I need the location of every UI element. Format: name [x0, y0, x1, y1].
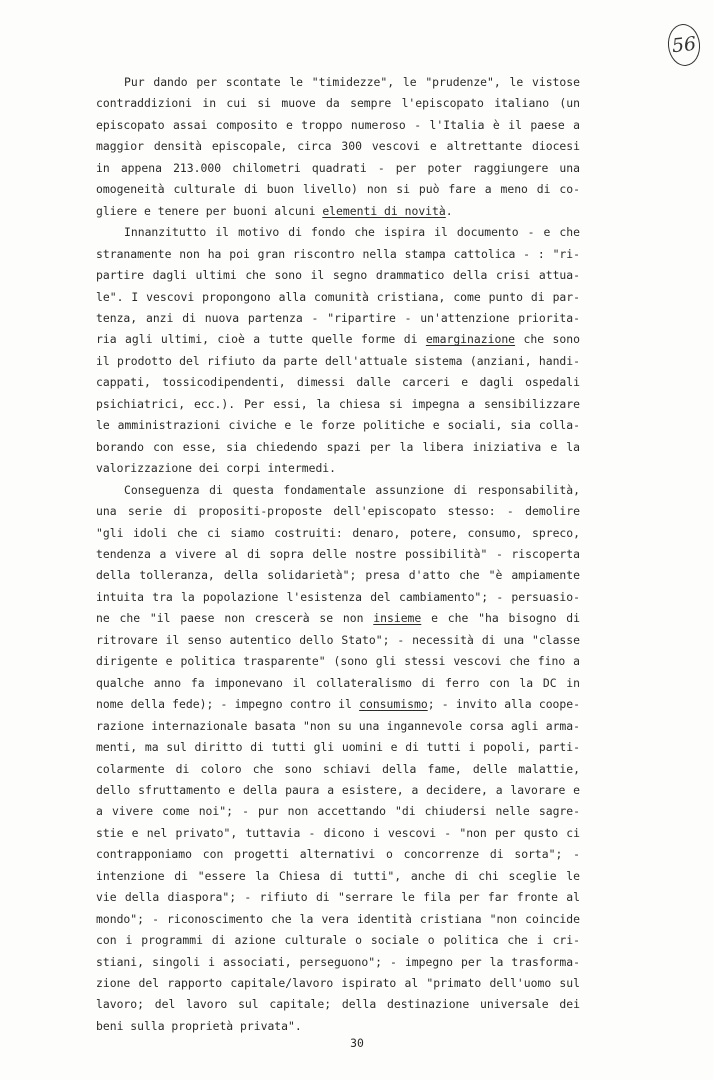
text-segment: valorizzazione dei corpi intermedi.: [96, 461, 337, 476]
text-segment: .: [445, 203, 453, 218]
text-line: [96, 909, 580, 930]
text-line: [96, 501, 580, 522]
text-segment: tendenza a vivere al di sopra delle nostre possibilità" - riscoperta: [96, 546, 580, 561]
text-line: [96, 244, 580, 265]
text-line: [96, 608, 580, 629]
text-segment: psichiatrici, ecc.). Per essi, la chiesa si impegna a sensibilizzare: [96, 396, 580, 411]
text-segment: stiani, singoli i associati, perseguono"; - impegno per la trasforma-: [96, 954, 580, 969]
text-line: [96, 544, 580, 565]
text-line: [96, 866, 580, 887]
text-segment: dello sfruttamento e della paura a esistere, a decidere, a lavorare e: [96, 782, 580, 797]
text-line: [96, 394, 580, 415]
text-segment: le amministrazioni civiche e le forze politiche e sociali, sia colla-: [96, 418, 580, 433]
text-line: [96, 201, 580, 222]
text-line: [96, 780, 580, 801]
underlined-phrase: emarginazione: [425, 332, 516, 347]
text-segment: beni sulla proprietà privata".: [96, 1018, 302, 1033]
text-line: [96, 179, 580, 200]
text-segment: maggior densità episcopale, circa 300 vescovi e altrettante diocesi: [96, 139, 580, 154]
text-line: [96, 265, 580, 286]
text-segment: gliere e tenere per buoni alcuni: [96, 203, 323, 218]
text-line: [96, 587, 580, 608]
text-line: [96, 887, 580, 908]
text-line: [96, 716, 580, 737]
text-segment: il prodotto del rifiuto da parte dell'attuale sistema (anziani, handi-: [96, 353, 580, 368]
paragraph: [96, 72, 580, 222]
text-line: [96, 694, 580, 715]
text-line: [96, 480, 580, 501]
text-line: [96, 844, 580, 865]
text-line: [96, 351, 580, 372]
text-line: [96, 523, 580, 544]
page-number: 30: [350, 1036, 364, 1050]
paragraph: [96, 480, 580, 1038]
text-segment: "gli idoli che ci siamo costruiti: denaro, potere, consumo, spreco,: [96, 525, 580, 540]
text-line: [96, 222, 580, 243]
text-line: [96, 930, 580, 951]
text-segment: contraddizioni in cui si muove da sempre l'episcopato italiano (un: [96, 96, 580, 111]
text-segment: in appena 213.000 chilometri quadrati - per poter raggiungere una: [96, 160, 580, 175]
text-segment: episcopato assai composito e troppo numeroso - l'Italia è il paese a: [96, 117, 580, 132]
text-segment: qualche anno fa imponevano il collateralismo di ferro con la DC in: [96, 675, 580, 690]
text-segment: che sono: [515, 332, 580, 347]
text-segment: borando con esse, sia chiedendo spazi per la libera iniziativa e la: [96, 439, 580, 454]
text-segment: Conseguenza di questa fondamentale assunzione di responsabilità,: [124, 482, 580, 497]
text-line: [96, 458, 580, 479]
text-line: [96, 952, 580, 973]
underlined-phrase: consumismo: [359, 697, 428, 712]
text-segment: omogeneità culturale di buon livello) non si può fare a meno di co-: [96, 182, 580, 197]
text-line: [96, 630, 580, 651]
text-segment: vie della diaspora"; - rifiuto di "serrare le fila per far fronte al: [96, 890, 580, 905]
text-line: [96, 136, 580, 157]
text-segment: stie e nel privato", tuttavia - dicono i vescovi - "non per qusto ci: [96, 825, 580, 840]
text-line: [96, 651, 580, 672]
text-segment: colarmente di coloro che sono schiavi della fame, delle malattie,: [96, 761, 580, 776]
text-line: [96, 437, 580, 458]
text-segment: della tolleranza, della solidarietà"; presa d'atto che "è ampiamente: [96, 568, 580, 583]
text-segment: una serie di propositi-proposte dell'episcopato stesso: - demolire: [96, 504, 580, 519]
text-segment: stranamente non ha poi gran riscontro nella stampa cattolica - : "ri-: [96, 246, 580, 261]
text-line: [96, 372, 580, 393]
text-segment: nome della fede); - impegno contro il: [96, 697, 360, 712]
text-segment: a vivere come noi"; - pur non accettando "di chiudersi nelle sagre-: [96, 804, 580, 819]
underlined-phrase: insieme: [373, 611, 422, 626]
text-segment: tenza, anzi di nuova partenza - "ripartire - un'attenzione priorita-: [96, 310, 580, 325]
text-line: [96, 308, 580, 329]
handwritten-page-annotation: 56: [666, 22, 702, 67]
text-line: [96, 801, 580, 822]
text-segment: Innanzitutto il motivo di fondo che ispira il documento - e che: [124, 225, 580, 240]
text-segment: ria agli ultimi, cioè a tutte quelle forme di: [96, 332, 426, 347]
text-segment: e che "ha bisogno di: [421, 611, 580, 626]
text-line: [96, 737, 580, 758]
text-segment: razione internazionale basata "non su una ingannevole corsa agli arma-: [96, 718, 580, 733]
text-segment: con i programmi di azione culturale o sociale o politica che i cri-: [96, 933, 580, 948]
text-line: [96, 565, 580, 586]
text-segment: ne che "il paese non crescerà se non: [96, 611, 374, 626]
text-line: [96, 93, 580, 114]
text-segment: ritrovare il senso autentico dello Stato"; - necessità di una "classe: [96, 632, 580, 647]
underlined-phrase: elementi di novità: [322, 203, 446, 218]
text-segment: intenzione di "essere la Chiesa di tutti", anche di chi sceglie le: [96, 868, 580, 883]
document-body: [96, 72, 580, 1037]
text-line: [96, 1016, 580, 1037]
text-segment: intuita tra la popolazione l'esistenza del cambiamento"; - persuasio-: [96, 589, 580, 604]
text-line: [96, 973, 580, 994]
text-line: [96, 759, 580, 780]
text-segment: le". I vescovi propongono alla comunità cristiana, come punto di par-: [96, 289, 580, 304]
paragraph: [96, 222, 580, 479]
text-segment: menti, ma sul diritto di tutti gli uomini e di tutti i popoli, parti-: [96, 740, 580, 755]
text-line: [96, 994, 580, 1015]
text-line: [96, 329, 580, 350]
text-line: [96, 115, 580, 136]
text-line: [96, 158, 580, 179]
text-segment: contrapponiamo con progetti alternativi o concorrenze di sorta"; -: [96, 847, 580, 862]
text-line: [96, 673, 580, 694]
text-segment: cappati, tossicodipendenti, dimessi dalle carceri e dagli ospedali: [96, 375, 580, 390]
text-segment: partire dagli ultimi che sono il segno drammatico della crisi attua-: [96, 268, 580, 283]
text-line: [96, 287, 580, 308]
text-segment: ; - invito alla coope-: [427, 697, 580, 712]
text-line: [96, 823, 580, 844]
text-segment: dirigente e politica trasparente" (sono gli stessi vescovi che fino a: [96, 654, 580, 669]
text-line: [96, 72, 580, 93]
text-segment: Pur dando per scontate le "timidezze", le "prudenze", le vistose: [124, 75, 580, 89]
text-segment: lavoro; del lavoro sul capitale; della destinazione universale dei: [96, 997, 580, 1012]
text-segment: mondo"; - riconoscimento che la vera identità cristiana "non coincide: [96, 911, 580, 926]
text-segment: zione del rapporto capitale/lavoro ispirato al "primato dell'uomo sul: [96, 976, 580, 991]
text-line: [96, 415, 580, 436]
